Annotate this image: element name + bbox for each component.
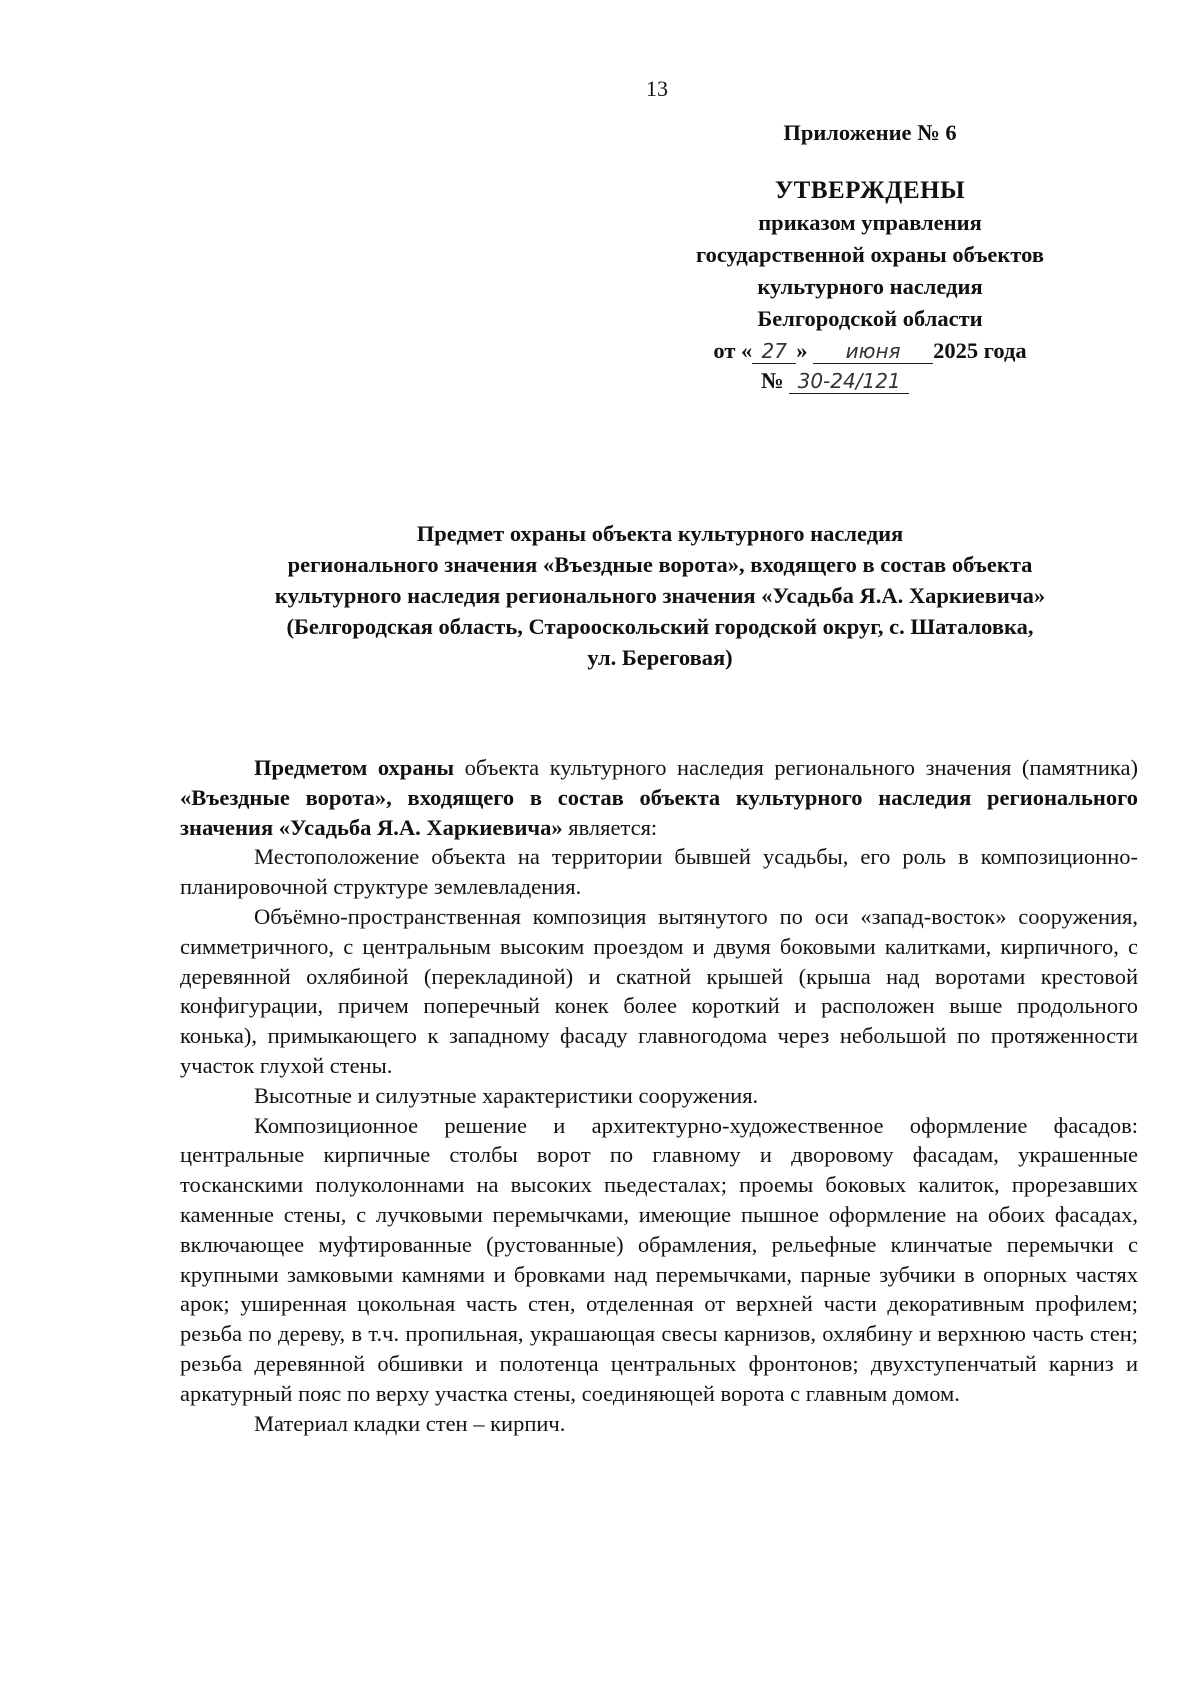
approval-number [570,365,1100,397]
date-prefix: от « [713,338,753,363]
paragraph-6: Материал кладки стен – кирпич. [254,1410,566,1436]
title-line-5: ул. Береговая) [587,645,733,670]
date-month-handwritten: июня [813,339,933,364]
document-body [180,753,1138,1438]
title-line-1: Предмет охраны объекта культурного наследия [416,521,904,546]
date-day-handwritten: 27 [752,339,796,364]
document-title [180,518,1140,673]
paragraph-1 [180,753,1138,842]
p1-end: является: [562,814,658,840]
approval-block [640,117,1100,397]
date-mid: » [796,338,808,363]
approval-date [640,335,1100,367]
title-line-2: регионального значения «Въездные ворота», входящего в состав объекта [287,552,1033,577]
p1-text: объекта культурного наследия регионального значения (памятника) [454,755,1139,780]
date-suffix: 2025 года [933,338,1027,363]
paragraph-5: Композиционное решение и архитектурно-художественное оформление фасадов: центральные кирпичные столбы ворот по главному и дворовому фасадам, украшенные тосканскими полуколоннами на высоких пьедесталах; проемы боковых калиток, прорезавших каменные стены, с лучковыми перемычками, имеющие пышное оформление на обоих фасадах, включающее муфтированные (рустованные) обрамления, рельефные клинчатые перемычки с крупными замковыми камнями и бровками над перемычками, парные зубчики в опорных частях арок; уширенная цокольная часть стен, отделенная от верхней части декоративным профилем; резьба по дереву, в т.ч. пропильная, украшающая свесы карнизов, охлябину и верхнюю часть стен; резьба деревянной обшивки и полотенца центральных фронтонов; двухступенчатый карниз и аркатурный пояс по верху участка стены, соединяющей ворота с главным домом. [180,1112,1138,1406]
paragraph-4: Высотные и силуэтные характеристики сооружения. [254,1082,759,1108]
approval-line-2: государственной охраны объектов [696,242,1044,267]
paragraph-2: Местоположение объекта на территории бывшей усадьбы, его роль в композиционно-планировочной структуре землевладения. [180,844,1138,900]
number-handwritten: 30-24/121 [789,369,909,394]
approval-line-4: Белгородской области [757,306,983,331]
approved-heading: УТВЕРЖДЕНЫ [774,177,966,204]
number-prefix: № [760,368,784,393]
appendix-label: Приложение № 6 [783,120,957,145]
title-line-3: культурного наследия регионального значения «Усадьба Я.А. Харкиевича» [274,583,1046,608]
approval-line-1: приказом управления [758,210,982,235]
approval-line-3: культурного наследия [757,274,983,299]
p1-bold: «Въездные ворота», входящего в состав объекта культурного наследия регионального значения «Усадьба Я.А. Харкиевича» [180,784,1138,840]
paragraph-3: Объёмно-пространственная композиция вытянутого по оси «запад-восток» сооружения, симметричного, с центральным высоким проездом и двумя боковыми калитками, кирпичного, с деревянной охлябиной (перекладиной) и скатной крышей (крыша над воротами крестовой конфигурации, причем поперечный конек более короткий и расположен выше продольного конька), примыкающего к западному фасаду главногодома через небольшой по протяженности участок глухой стены. [180,903,1138,1078]
p1-lead: Предметом охраны [254,755,455,780]
page-number: 13 [646,76,668,101]
title-line-4: (Белгородская область, Старооскольский городской округ, с. Шаталовка, [286,614,1034,639]
